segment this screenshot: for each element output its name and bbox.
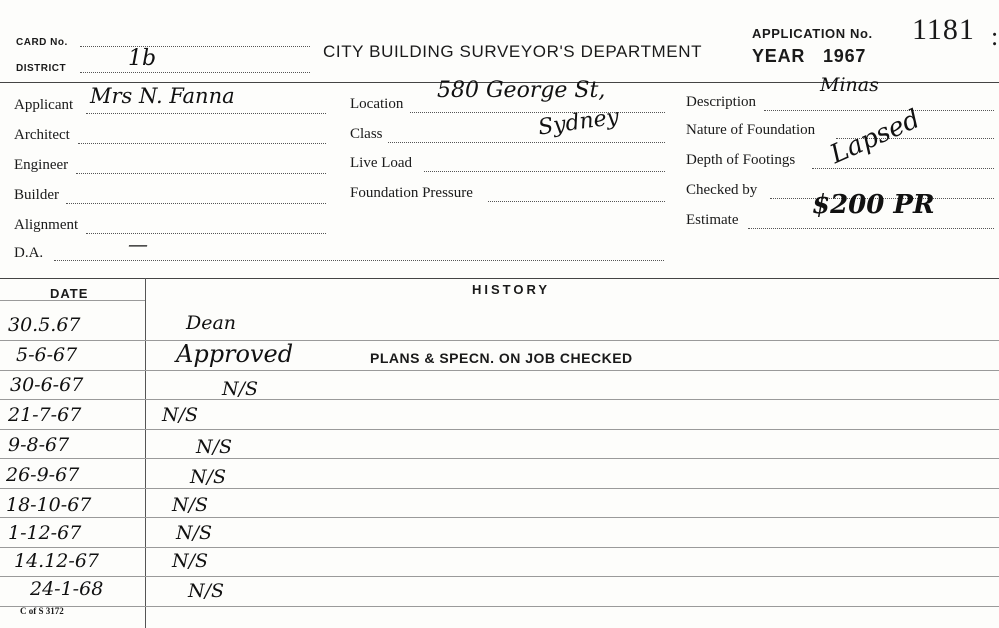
card-no-label: CARD No. [16, 37, 68, 48]
history-entry: N/S [196, 436, 233, 458]
history-entry: N/S [190, 466, 227, 488]
application-no-value: 1181 [912, 13, 975, 46]
history-rule-line [0, 547, 999, 548]
estimate-value: $200 PR [812, 190, 935, 220]
history-date: 9-8-67 [8, 434, 70, 456]
description-line [764, 110, 994, 111]
history-rule-line [0, 517, 999, 518]
department-title: CITY BUILDING SURVEYOR'S DEPARTMENT [323, 42, 703, 61]
foundation-pressure-label: Foundation Pressure [350, 185, 473, 201]
district-line [80, 72, 310, 73]
card-no-line [80, 46, 310, 47]
class-value: Sydney [536, 104, 621, 141]
location-value: 580 George St, [437, 78, 606, 103]
history-date: 30-6-67 [10, 374, 84, 396]
history-entry: N/S [176, 522, 213, 544]
foundation-pressure-line [488, 201, 665, 202]
architect-label: Architect [14, 127, 70, 143]
engineer-label: Engineer [14, 157, 69, 173]
nature-of-foundation-label: Nature of Foundation [686, 122, 816, 138]
history-entry: N/S [222, 378, 259, 400]
history-entry: Approved [176, 340, 294, 368]
da-label: D.A. [14, 245, 44, 261]
history-date: 5-6-67 [16, 344, 78, 366]
colon-mark: : [991, 22, 999, 51]
depth-of-footings-label: Depth of Footings [686, 152, 796, 168]
description-value: Minas [820, 74, 879, 96]
da-value: — [128, 232, 148, 256]
history-rule-line [0, 370, 999, 371]
applicant-value: Mrs N. Fanna [90, 84, 235, 108]
history-rule-line [0, 576, 999, 577]
history-entry: Dean [186, 312, 237, 334]
district-value: 1b [128, 46, 157, 71]
history-entry: N/S [162, 404, 199, 426]
history-rule-line [0, 340, 999, 341]
history-rule-line [0, 399, 999, 400]
live-load-label: Live Load [350, 155, 413, 171]
applicant-label: Applicant [14, 97, 74, 113]
date-header: DATE [50, 286, 89, 301]
year-label: YEAR [752, 46, 806, 66]
history-date: 1-12-67 [8, 522, 82, 544]
engineer-line [76, 173, 326, 174]
history-rule-line [0, 488, 999, 489]
location-label: Location [350, 96, 404, 112]
checked-by-label: Checked by [686, 182, 758, 198]
builder-label: Builder [14, 187, 59, 203]
form-code: C of S 3172 [20, 606, 64, 616]
history-date: 21-7-67 [8, 404, 82, 426]
history-header: HISTORY [472, 282, 551, 297]
history-date: 14.12-67 [14, 550, 99, 572]
history-date: 30.5.67 [8, 314, 81, 336]
estimate-line [748, 228, 994, 229]
class-label: Class [350, 126, 383, 142]
district-label: DISTRICT [16, 63, 67, 74]
alignment-line [86, 233, 326, 234]
estimate-label: Estimate [686, 212, 739, 228]
architect-line [78, 143, 326, 144]
history-entry: N/S [172, 550, 209, 572]
history-entry: N/S [188, 580, 225, 602]
history-date: 26-9-67 [6, 464, 80, 486]
plans-checked-stamp: PLANS & SPECN. ON JOB CHECKED [370, 350, 633, 366]
year-value: 1967 [823, 46, 867, 66]
history-top-rule [0, 278, 999, 279]
history-entry: N/S [172, 494, 209, 516]
depth-of-footings-value: Lapsed [825, 104, 925, 170]
applicant-line [86, 113, 326, 114]
class-line [388, 142, 665, 143]
da-line [54, 260, 664, 261]
location-line [410, 112, 665, 113]
application-no-label: APPLICATION No. [752, 26, 873, 41]
builder-line [66, 203, 326, 204]
description-label: Description [686, 94, 756, 110]
history-rule-line [0, 458, 999, 459]
history-rule-line [0, 429, 999, 430]
alignment-label: Alignment [14, 217, 79, 233]
history-rule-line [0, 606, 999, 607]
history-date: 24-1-68 [30, 578, 104, 600]
history-date: 18-10-67 [6, 494, 92, 516]
live-load-line [424, 171, 665, 172]
